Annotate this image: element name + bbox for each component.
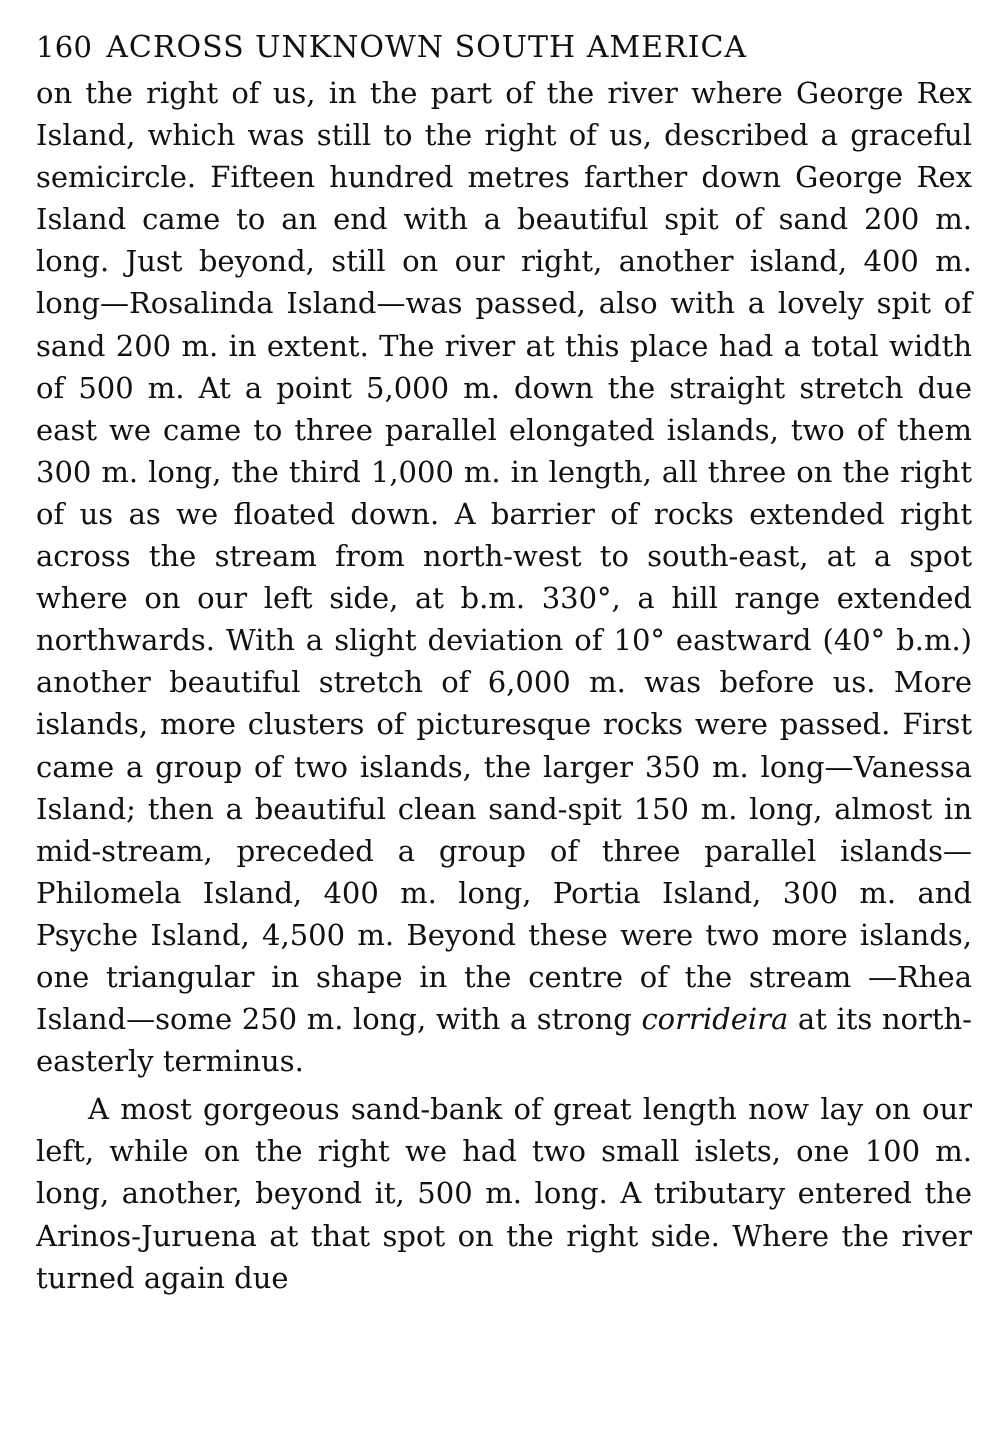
paragraph-text: A most gorgeous sand-bank of great length now lay on our left, while on the right we had two small islets, one 100 m. long, another, beyond it, 500 m. long. A tributary entered the Arinos-Juruena at that spot on the right side. Where the river turned again due [36, 1092, 972, 1295]
paragraph-continued [36, 72, 972, 1082]
book-page [36, 22, 972, 1299]
paragraph-text: on the right of us, in the part of the river where George Rex Island, which was still to the right of us, described a graceful semicircle. Fifteen hundred metres farther down George Rex Island came to an end with a beautiful spit of sand 200 m. long. Just beyond, still on our right, another island, 400 m. long—Rosalinda Island—was passed, also with a lovely spit of sand 200 m. in extent. The river at this place had a total width of 500 m. At a point 5,000 m. down the straight stretch due east we came to three parallel elongated islands, two of them 300 m. long, the third 1,000 m. in length, all three on the right of us as we floated down. A barrier of rocks extended right across the stream from north-west to south-east, at a spot where on our left side, at b.m. 330°, a hill range extended northwards. With a slight deviation of 10° eastward (40° b.m.) another beautiful stretch of 6,000 m. was before us. More islands, more clusters of picturesque rocks were passed. First came a group of two islands, the larger 350 m. long—Vanessa Island; then a beautiful clean sand-spit 150 m. long, almost in mid-stream, preceded a group of three parallel islands—Philomela Island, 400 m. long, Portia Island, 300 m. and Psyche Island, 4,500 m. Beyond these were two more islands, one triangular in shape in the centre of the stream —Rhea Island—some 250 m. long, with a strong [36, 76, 972, 1037]
running-head [36, 22, 972, 72]
page-number: 160 [36, 30, 93, 64]
paragraph-new [36, 1088, 972, 1298]
book-title: ACROSS UNKNOWN SOUTH AMERICA [106, 30, 748, 65]
italic-term: corrideira [641, 1002, 789, 1037]
paragraph-text-end: at its north-easterly terminus. [36, 1002, 972, 1079]
